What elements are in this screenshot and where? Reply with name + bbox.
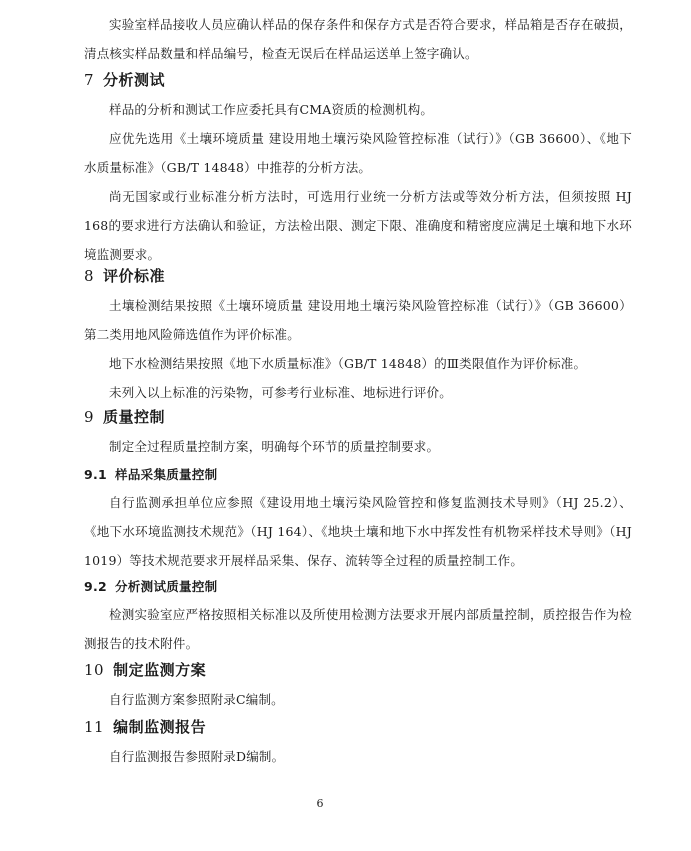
section-title: 分析测试质量控制 <box>115 579 218 594</box>
section-number: 8 <box>84 267 95 285</box>
paragraph-monitoring-report: 自行监测报告参照附录D编制。 <box>109 749 285 764</box>
section-number: 9.2 <box>84 579 108 594</box>
heading-section-9-1 <box>84 464 217 486</box>
paragraph-monitoring-plan: 自行监测方案参照附录C编制。 <box>109 692 284 707</box>
heading-section-10 <box>84 658 206 682</box>
paragraph-preferred-methods: 应优先选用《土壤环境质量 建设用地土壤污染风险管控标准（试行）》（GB 36600）、《地下水质量标准》（GB/T 14848）中推荐的分析方法。 <box>84 131 632 175</box>
section-title: 质量控制 <box>103 408 166 426</box>
paragraph-quality-plan: 制定全过程质量控制方案，明确每个环节的质量控制要求。 <box>109 439 440 454</box>
paragraph-soil-evaluation: 土壤检测结果按照《土壤环境质量 建设用地土壤污染风险管控标准（试行）》（GB 36600）第二类用地风险筛选值作为评价标准。 <box>84 298 632 342</box>
section-number: 11 <box>84 718 105 736</box>
paragraph-sampling-qc: 自行监测承担单位应参照《建设用地土壤污染风险管控和修复监测技术导则》（HJ 25.2）、《地下水环境监测技术规范》（HJ 164）、《地块土壤和地下水中挥发性有机物采样技术导则》（HJ 1019）等技术规范要求开展样品采集、保存、流转等全过程的质量控制工作。 <box>84 495 632 568</box>
section-title: 分析测试 <box>103 71 166 89</box>
section-number: 9 <box>84 408 95 426</box>
paragraph-cma-requirement: 样品的分析和测试工作应委托具有CMA资质的检测机构。 <box>109 102 434 117</box>
heading-section-9 <box>84 405 165 429</box>
paragraph-other-pollutants: 未列入以上标准的污染物，可参考行业标准、地标进行评价。 <box>109 385 452 400</box>
section-number: 9.1 <box>84 467 108 482</box>
section-title: 样品采集质量控制 <box>115 467 218 482</box>
paragraph-alternative-methods: 尚无国家或行业标准分析方法时，可选用行业统一分析方法或等效分析方法，但须按照 HJ 168的要求进行方法确认和验证，方法检出限、测定下限、准确度和精密度应满足土壤和地下水环境监测要求。 <box>84 189 632 262</box>
heading-section-9-2 <box>84 576 217 598</box>
paragraph-sample-receipt: 实验室样品接收人员应确认样品的保存条件和保存方式是否符合要求，样品箱是否存在破损，清点核实样品数量和样品编号，检查无误后在样品运送单上签字确认。 <box>84 17 632 61</box>
section-title: 编制监测报告 <box>113 718 207 736</box>
heading-section-11 <box>84 715 206 739</box>
heading-section-7 <box>84 68 165 92</box>
section-title: 制定监测方案 <box>113 661 207 679</box>
paragraph-groundwater-evaluation: 地下水检测结果按照《地下水质量标准》（GB/T 14848）的Ⅲ类限值作为评价标准。 <box>109 356 587 371</box>
section-number: 10 <box>84 661 105 679</box>
section-title: 评价标准 <box>103 267 166 285</box>
page-number: 6 <box>316 797 324 810</box>
heading-section-8 <box>84 264 165 288</box>
section-number: 7 <box>84 71 95 89</box>
paragraph-lab-qc: 检测实验室应严格按照相关标准以及所使用检测方法要求开展内部质量控制，质控报告作为检测报告的技术附件。 <box>84 607 632 651</box>
